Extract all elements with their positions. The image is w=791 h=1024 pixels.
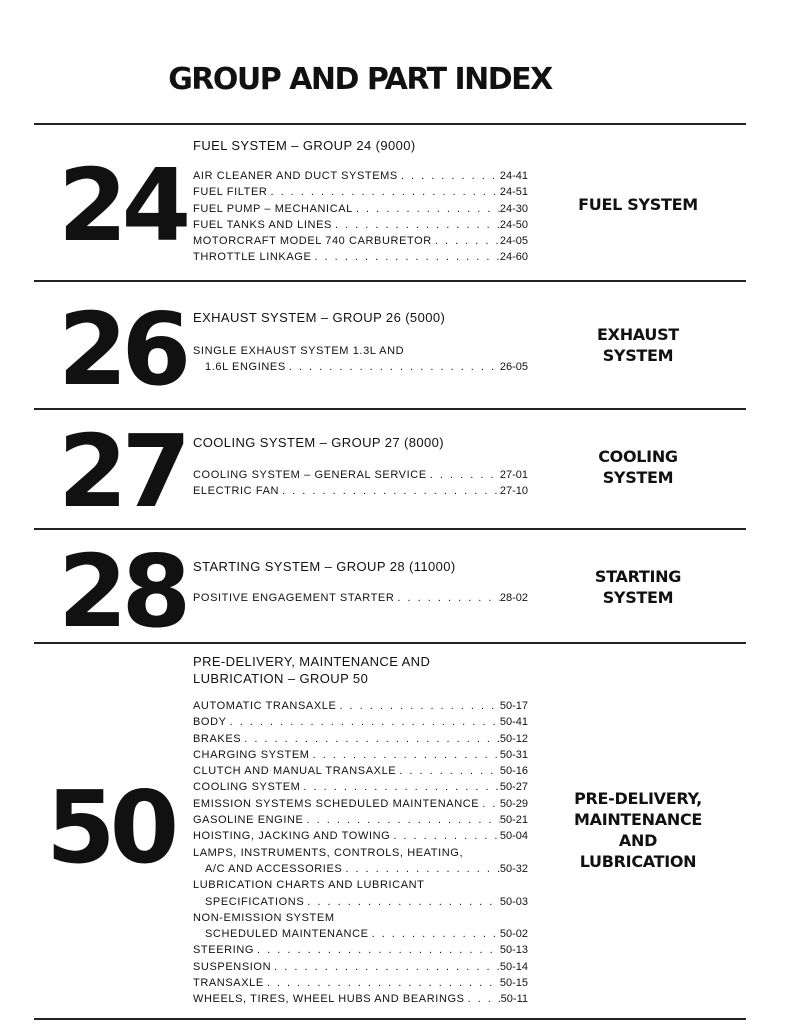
entry-page-ref: 50-13 [499,944,528,957]
index-entry [193,926,528,942]
entry-list [193,698,528,1008]
entry-name: FUEL FILTER [193,186,268,199]
entry-page-ref: 24-51 [499,186,528,199]
dot-leader [390,828,500,844]
group-number: 26 [58,291,186,408]
dot-leader [303,812,499,828]
index-entry [193,233,528,249]
section-label-line: LUBRICATION [579,852,697,871]
entry-name: HOISTING, JACKING AND TOWING [193,830,391,843]
index-entry [193,714,528,730]
divider [34,280,746,282]
entry-page-ref: 50-15 [499,977,528,990]
entry-name: THROTTLE LINKAGE [193,251,312,264]
entry-page-ref: 50-03 [499,895,528,908]
dot-leader [264,975,500,991]
entry-name: BODY [193,716,227,729]
section-label-line: MAINTENANCE [573,810,703,829]
index-entry [193,590,528,606]
entry-name: AUTOMATIC TRANSAXLE [193,700,337,712]
index-entry [193,168,528,184]
index-entry [193,894,528,910]
entry-name: COOLING SYSTEM – GENERAL SERVICE [193,469,427,481]
section-label-line: SYSTEM [602,588,674,607]
entry-page-ref: 50-32 [499,862,528,875]
group-number: 27 [58,413,186,530]
entry-name: SINGLE EXHAUST SYSTEM 1.3L AND [193,345,405,357]
entry-name: SUSPENSION [193,960,272,973]
dot-leader [241,731,500,747]
index-entry [193,184,528,200]
dot-leader [369,926,500,942]
section-label-line: PRE-DELIVERY, [574,789,702,808]
entry-list [193,590,528,606]
dot-leader [227,714,500,730]
index-entry [193,779,528,795]
entry-name: BRAKES [193,732,242,745]
entry-name: MOTORCRAFT MODEL 740 CARBURETOR [193,235,432,248]
divider [34,123,746,125]
entry-page-ref: 24-41 [499,170,528,182]
entry-list [193,467,528,500]
index-entry [193,796,528,812]
entry-list [193,168,528,266]
dot-leader [336,698,499,714]
group-title-line: LUBRICATION – GROUP 50 [193,671,369,686]
entry-name: COOLING SYSTEM [193,781,301,794]
section-label [540,446,736,488]
index-entry [193,359,528,375]
entry-page-ref: 24-60 [499,251,528,264]
dot-leader [304,894,500,910]
dot-leader [267,184,499,200]
index-entry [193,763,528,779]
entry-name: FUEL PUMP – MECHANICAL [193,202,353,215]
index-entry [193,483,528,499]
section-label-line: COOLING [598,447,678,466]
index-entry [193,991,528,1007]
entry-name: TRANSAXLE [193,977,264,990]
entry-page-ref: 24-50 [499,218,528,231]
divider [34,408,746,410]
entry-page-ref: 50-04 [499,830,528,843]
dot-leader [271,959,500,975]
entry-name: WHEELS, TIRES, WHEEL HUBS AND BEARINGS [193,993,465,1006]
group-title: EXHAUST SYSTEM – GROUP 26 (5000) [193,310,446,325]
dot-leader [279,483,500,499]
entry-page-ref: 50-27 [499,781,528,794]
index-entry [193,467,528,483]
index-entry [193,747,528,763]
index-entry [193,861,528,877]
page-title: GROUP AND PART INDEX [168,62,552,97]
entry-name: FUEL TANKS AND LINES [193,218,332,231]
divider [34,1018,746,1020]
section-label-line: STARTING [594,567,682,586]
entry-name: 1.6L ENGINES [205,361,286,374]
entry-page-ref: 24-05 [499,235,528,248]
entry-page-ref: 50-29 [499,797,528,810]
entry-name: LUBRICATION CHARTS AND LUBRICANT [193,879,425,892]
entry-page-ref: 50-02 [499,928,528,941]
entry-name: EMISSION SYSTEMS SCHEDULED MAINTENANCE [193,797,480,810]
section-label-line: SYSTEM [602,468,674,487]
entry-page-ref: 26-05 [499,361,528,374]
dot-leader [427,467,500,483]
dot-leader [286,359,500,375]
dot-leader [398,168,500,184]
entry-name: GASOLINE ENGINE [193,814,304,827]
index-entry [193,877,528,893]
index-entry [193,910,528,926]
index-entry [193,845,528,861]
dot-leader [311,249,499,265]
dot-leader [254,942,500,958]
dot-leader [396,763,500,779]
entry-name: NON-EMISSION SYSTEM [193,911,335,924]
index-entry [193,812,528,828]
entry-name: ELECTRIC FAN [193,485,280,498]
index-entry [193,201,528,217]
index-entry [193,959,528,975]
index-entry [193,343,528,359]
section-label-line: EXHAUST [597,325,679,344]
section-label [540,788,736,872]
entry-page-ref: 50-41 [499,716,528,729]
section-label [540,566,736,608]
entry-name: CLUTCH AND MANUAL TRANSAXLE [193,765,397,778]
entry-page-ref: 50-17 [499,700,528,712]
entry-name: A/C AND ACCESSORIES [205,862,343,875]
entry-name: AIR CLEANER AND DUCT SYSTEMS [193,170,398,182]
section-label-line: SYSTEM [602,346,674,365]
dot-leader [465,991,501,1007]
entry-name: SPECIFICATIONS [205,895,305,908]
group-title: COOLING SYSTEM – GROUP 27 (8000) [193,435,444,450]
index-entry [193,828,528,844]
entry-name: LAMPS, INSTRUMENTS, CONTROLS, HEATING, [193,846,464,859]
entry-page-ref: 27-10 [499,485,528,498]
dot-leader [342,861,500,877]
dot-leader [394,590,499,606]
entry-name: CHARGING SYSTEM [193,748,310,761]
entry-page-ref: 50-16 [499,765,528,778]
group-title: STARTING SYSTEM – GROUP 28 (11000) [193,559,456,574]
group-number: 24 [58,147,186,264]
dot-leader [300,779,499,795]
dot-leader [432,233,500,249]
entry-list [193,343,528,376]
entry-page-ref: 50-31 [499,748,528,761]
entry-name: SCHEDULED MAINTENANCE [205,928,369,941]
dot-leader [479,796,500,812]
entry-page-ref: 50-12 [499,732,528,745]
entry-page-ref: 28-02 [499,592,528,604]
entry-name: POSITIVE ENGAGEMENT STARTER [193,592,395,604]
entry-page-ref: 50-21 [499,814,528,827]
dot-leader [332,217,500,233]
entry-page-ref: 27-01 [499,469,528,481]
group-title [193,653,430,687]
dot-leader [353,201,500,217]
section-label-line: AND [618,831,658,850]
index-entry [193,698,528,714]
group-number: 28 [58,533,186,650]
entry-page-ref: 50-14 [499,960,528,973]
section-label-line: FUEL SYSTEM [578,195,698,214]
index-entry [193,975,528,991]
group-title: FUEL SYSTEM – GROUP 24 (9000) [193,138,416,153]
group-title-line: PRE-DELIVERY, MAINTENANCE AND [193,654,431,669]
index-entry [193,249,528,265]
entry-page-ref: 24-30 [499,202,528,215]
entry-page-ref: 50-11 [500,993,528,1006]
section-label [540,324,736,366]
dot-leader [310,747,500,763]
index-entry [193,217,528,233]
entry-name: STEERING [193,944,255,957]
section-label [540,194,736,215]
index-entry [193,942,528,958]
group-number: 50 [46,769,174,886]
index-entry [193,731,528,747]
